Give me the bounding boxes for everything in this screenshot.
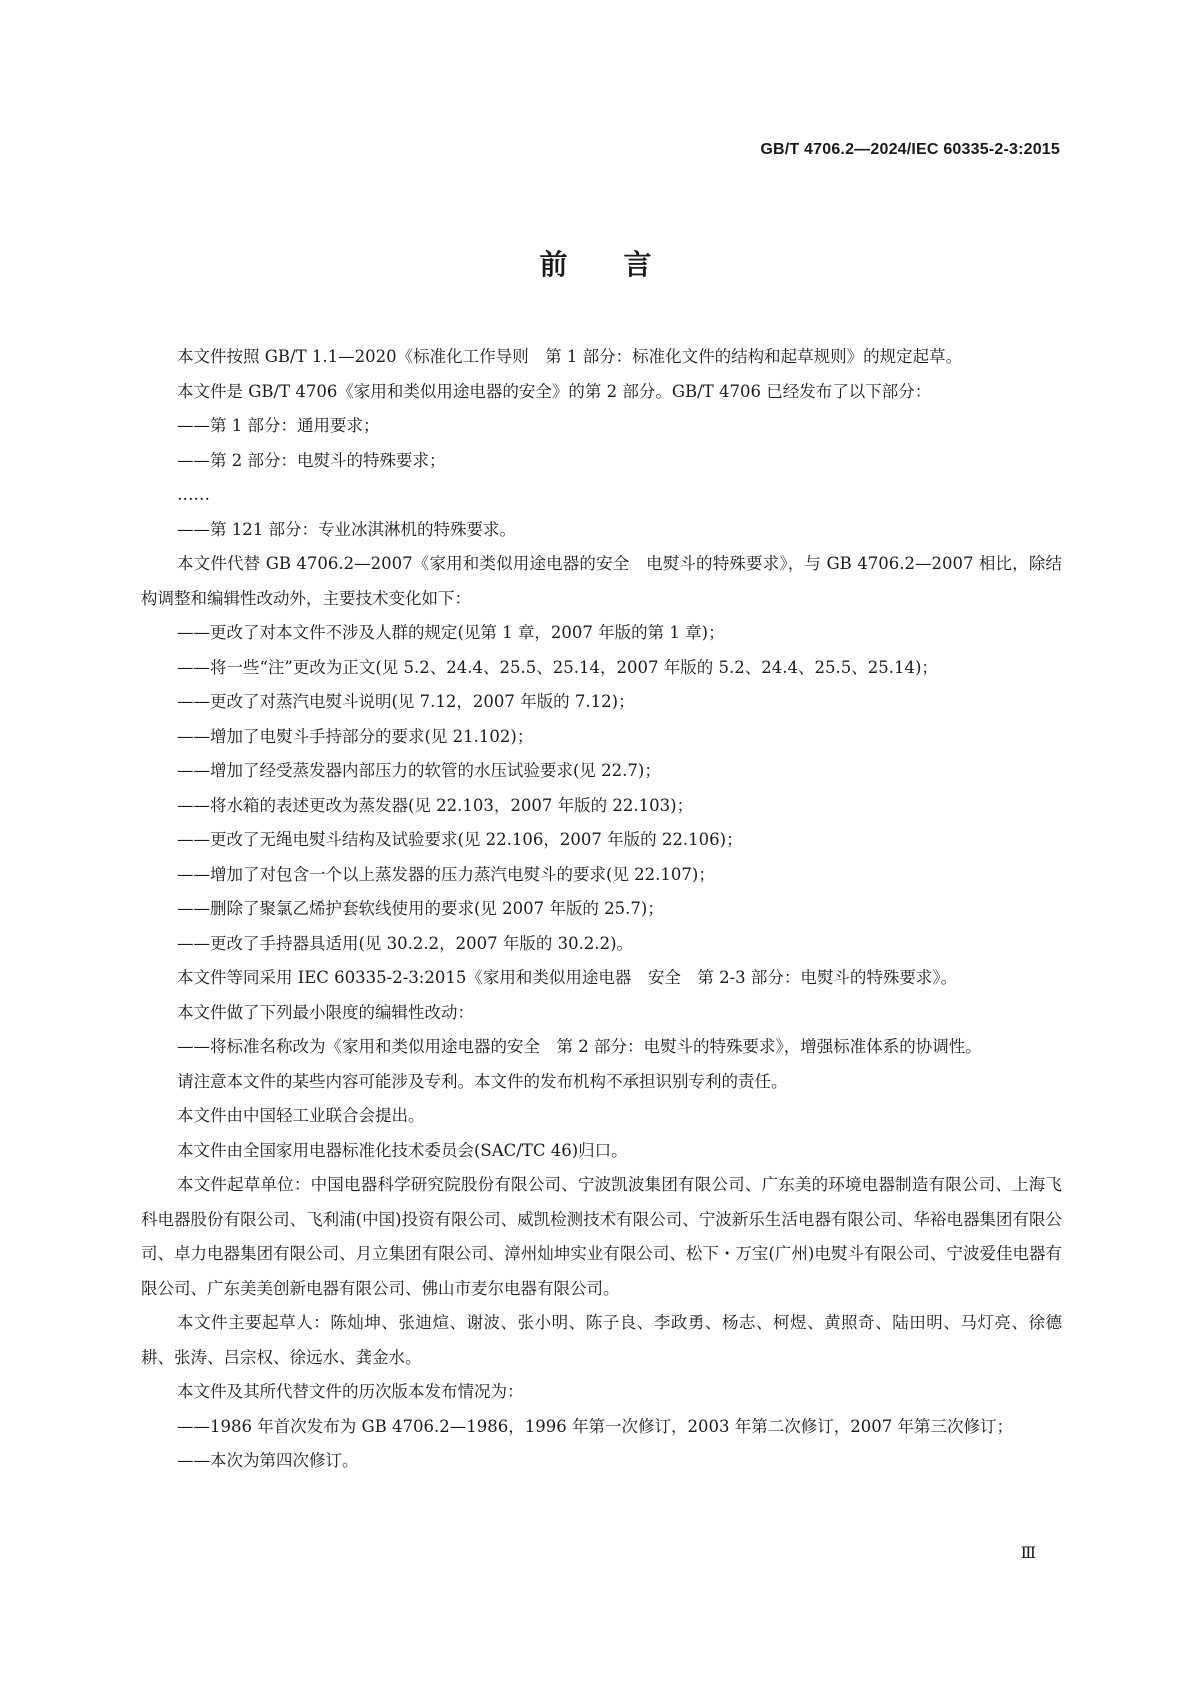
change-item-1: ——更改了对本文件不涉及人群的规定(见第 1 章，2007 年版的第 1 章)； bbox=[177, 623, 725, 642]
change-item-7: ——更改了无绳电熨斗结构及试验要求(见 22.106，2007 年版的 22.106)； bbox=[177, 830, 743, 849]
change-item-6: ——将水箱的表述更改为蒸发器(见 22.103，2007 年版的 22.103)； bbox=[177, 795, 694, 815]
page-number: Ⅲ bbox=[1020, 1543, 1036, 1562]
list-item-part-1: ——第 1 部分：通用要求； bbox=[177, 416, 380, 435]
paragraph-editorial-changes: 本文件做了下列最小限度的编辑性改动： bbox=[177, 1002, 474, 1022]
history-item-1: ——1986 年首次发布为 GB 4706.2—1986，1996 年第一次修订，2003 年第二次修订，2007 年第三次修订； bbox=[177, 1416, 1013, 1436]
paragraph-drafting-units: 本文件起草单位：中国电器科学研究院股份有限公司、宁波凯波集团有限公司、广东美的环境电器制造有限公司、上海飞科电器股份有限公司、飞利浦(中国)投资有限公司、威凯检测技术有限公司、宁波新乐生活电器有限公司、华裕电器集团有限公司、卓力电器集团有限公司、月立集团有限公司、漳州灿坤实业有限公司、松下・万宝(广州)电熨斗有限公司、宁波爱佳电器有限公司、广东美美创新电器有限公司、佛山市麦尔电器有限公司。 bbox=[141, 1175, 1062, 1298]
change-item-9: ——删除了聚氯乙烯护套软线使用的要求(见 2007 年版的 25.7)； bbox=[177, 899, 664, 918]
paragraph-series-intro: 本文件是 GB/T 4706《家用和类似用途电器的安全》的第 2 部分。GB/T 4706 已经发布了以下部分： bbox=[177, 381, 932, 401]
list-item-part-121: ——第 121 部分：专业冰淇淋机的特殊要求。 bbox=[177, 519, 516, 539]
change-item-10: ——更改了手持器具适用(见 30.2.2，2007 年版的 30.2.2)。 bbox=[177, 933, 634, 953]
change-item-5: ——增加了经受蒸发器内部压力的软管的水压试验要求(见 22.7)； bbox=[177, 761, 661, 780]
paragraph-drafting-basis: 本文件按照 GB/T 1.1—2020《标准化工作导则 第 1 部分：标准化文件的结构和起草规则》的规定起草。 bbox=[177, 347, 963, 366]
page-title: 前言 bbox=[539, 248, 708, 281]
paragraph-iec-adoption: 本文件等同采用 IEC 60335-2-3:2015《家用和类似用途电器 安全 第 2-3 部分：电熨斗的特殊要求》。 bbox=[177, 968, 958, 987]
editorial-change-item: ——将标准名称改为《家用和类似用途电器的安全 第 2 部分：电熨斗的特殊要求》，增强标准体系的协调性。 bbox=[177, 1037, 982, 1056]
paragraph-patent-notice: 请注意本文件的某些内容可能涉及专利。本文件的发布机构不承担识别专利的责任。 bbox=[177, 1071, 788, 1091]
history-item-2: ——本次为第四次修订。 bbox=[177, 1451, 359, 1470]
list-item-part-2: ——第 2 部分：电熨斗的特殊要求； bbox=[177, 450, 446, 470]
paragraph-committee: 本文件由全国家用电器标准化技术委员会(SAC/TC 46)归口。 bbox=[177, 1140, 628, 1160]
change-item-3: ——更改了对蒸汽电熨斗说明(见 7.12，2007 年版的 7.12)； bbox=[177, 692, 635, 711]
paragraph-proposer: 本文件由中国轻工业联合会提出。 bbox=[177, 1106, 425, 1125]
list-ellipsis: …… bbox=[177, 485, 210, 504]
paragraph-history-intro: 本文件及其所代替文件的历次版本发布情况为： bbox=[177, 1382, 524, 1401]
change-item-4: ——增加了电熨斗手持部分的要求(见 21.102)； bbox=[177, 726, 534, 746]
paragraph-drafters: 本文件主要起草人：陈灿坤、张迪煊、谢波、张小明、陈子良、李政勇、杨志、柯煜、黄照奇、陆田明、马灯亮、徐德耕、张涛、吕宗权、徐远水、龚金水。 bbox=[141, 1313, 1062, 1367]
change-item-2: ——将一些“注”更改为正文(见 5.2、24.4、25.5、25.14，2007 年版的 5.2、24.4、25.5、25.14)； bbox=[177, 657, 938, 677]
document-body bbox=[141, 340, 1062, 1479]
standard-number-header: GB/T 4706.2—2024/IEC 60335-2-3:2015 bbox=[760, 141, 1060, 158]
change-item-8: ——增加了对包含一个以上蒸发器的压力蒸汽电熨斗的要求(见 22.107)； bbox=[177, 864, 715, 884]
paragraph-replacement: 本文件代替 GB 4706.2—2007《家用和类似用途电器的安全 电熨斗的特殊要求》，与 GB 4706.2—2007 相比，除结构调整和编辑性改动外，主要技术变化如下： bbox=[141, 554, 1062, 608]
